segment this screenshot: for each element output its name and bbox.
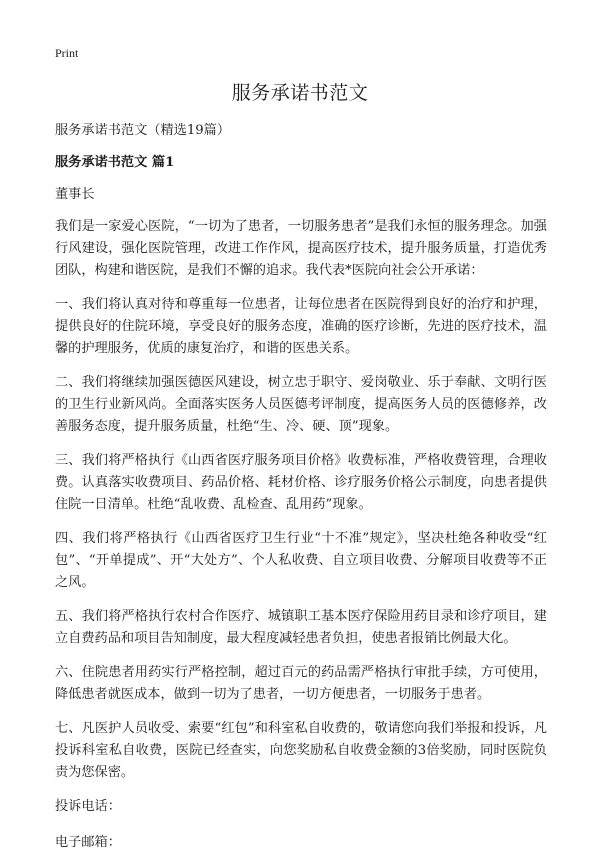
paragraph-item-5: 五、我们将严格执行农村合作医疗、城镇职工基本医疗保险用药目录和诊疗项目，建立自费药品和项目告知制度，最大程度减轻患者负担，使患者报销比例最大化。 [55, 609, 547, 646]
paragraph-item-6: 六、住院患者用药实行严格控制，超过百元的药品需严格执行审批手续，方可使用，降低患者就医成本，做到一切为了患者，一切方便患者，一切服务于患者。 [55, 665, 547, 702]
paragraph-item-3: 三、我们将严格执行《山西省医疗服务项目价格》收费标准，严格收费管理，合理收费。认真落实收费项目、药品价格、耗材价格、诊疗服务价格公示制度，向患者提供住院一日清单。杜绝“乱收费、乱检查、乱用药”现象。 [55, 453, 547, 512]
paragraph-item-7: 七、凡医护人员收受、索要“红包”和科室私自收费的，敬请您向我们举报和投诉，凡投诉科室私自收费，医院已经查实，向您奖励私自收费金额的3倍奖励，同时医院负责为您保密。 [55, 721, 547, 780]
salutation: 董事长 [55, 187, 95, 202]
document-subtitle: 服务承诺书范文（精选19篇） [55, 123, 231, 138]
paragraph-item-4: 四、我们将严格执行《山西省医疗卫生行业“十不准”规定》，坚决杜绝各种收受“红包”、“开单提成”、开“大处方”、个人私收费、自立项目收费、分解项目收费等不正之风。 [55, 531, 547, 590]
page-title: 服务承诺书范文 [231, 82, 369, 104]
paragraph-intro: 我们是一家爱心医院，“一切为了患者，一切服务患者”是我们永恒的服务理念。加强行风建设，强化医院管理，改进工作作风，提高医疗技术，提升服务质量，打造优秀团队，构建和谐医院，是我们不懈的追求。我代表*医院向社会公开承诺： [55, 219, 547, 278]
complaint-phone-label: 投诉电话： [55, 799, 121, 814]
email-label: 电子邮箱： [55, 835, 121, 850]
print-link[interactable]: Print [55, 46, 79, 60]
document-body [55, 120, 547, 868]
paragraph-item-2: 二、我们将继续加强医德医风建设，树立忠于职守、爱岗敬业、乐于奉献、文明行医的卫生行业新风尚。全面落实医务人员医德考评制度，提高医务人员的医德修养，改善服务态度，提升服务质量，杜绝“生、冷、硬、顶”现象。 [55, 375, 547, 434]
section-title: 服务承诺书范文 篇1 [55, 155, 175, 170]
paragraph-item-1: 一、我们将认真对待和尊重每一位患者，让每位患者在医院得到良好的治疗和护理，提供良好的住院环境，享受良好的服务态度，准确的医疗诊断，先进的医疗技术，温馨的护理服务，优质的康复治疗，和谐的医患关系。 [55, 297, 547, 356]
